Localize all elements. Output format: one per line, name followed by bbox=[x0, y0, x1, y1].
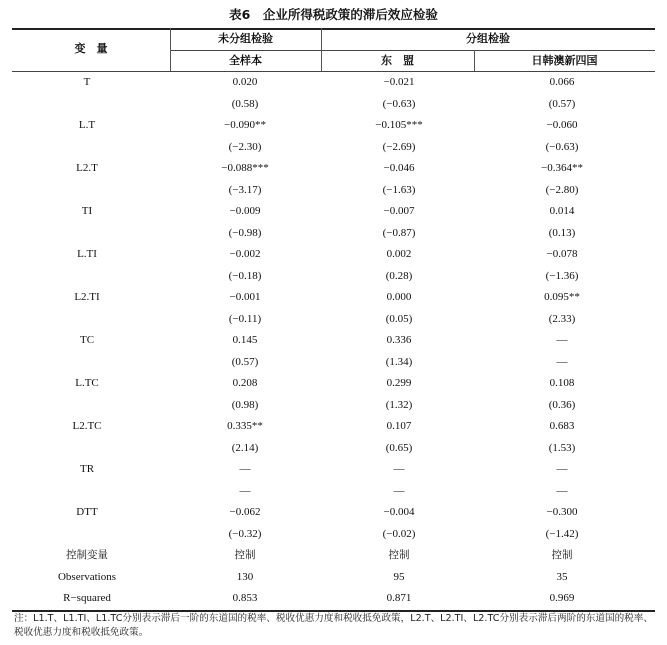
value-full-sample: (2.14) bbox=[231, 441, 259, 454]
value-full-sample: — bbox=[239, 463, 251, 475]
value-full-sample: (−0.11) bbox=[228, 312, 262, 325]
value-jkan: (1.53) bbox=[548, 441, 576, 454]
table-row bbox=[12, 395, 655, 417]
value-jkan: −0.300 bbox=[546, 506, 578, 518]
value-full-sample: (−2.30) bbox=[228, 140, 262, 153]
value-full-sample: −0.088*** bbox=[221, 162, 269, 174]
row-label bbox=[12, 481, 162, 503]
table-row bbox=[12, 524, 655, 546]
value-full-sample: 130 bbox=[236, 570, 254, 583]
table-row bbox=[12, 309, 655, 331]
row-label: 控制变量 bbox=[66, 549, 108, 561]
value-full-sample: (0.57) bbox=[231, 355, 259, 368]
value-jkan: — bbox=[556, 463, 568, 475]
value-jkan: −0.060 bbox=[546, 119, 578, 131]
row-label: L.TI bbox=[77, 248, 97, 260]
row-label: TI bbox=[81, 205, 93, 217]
value-asean: 控制 bbox=[388, 549, 410, 561]
value-full-sample: −0.062 bbox=[229, 506, 261, 518]
row-label bbox=[12, 309, 162, 331]
value-full-sample: 0.208 bbox=[232, 377, 258, 389]
table-title: 表6 企业所得税政策的滞后效应检验 bbox=[229, 7, 438, 22]
value-jkan: (2.33) bbox=[548, 312, 576, 325]
value-asean: (0.05) bbox=[385, 312, 413, 325]
table-row bbox=[12, 588, 655, 610]
value-asean: (−0.63) bbox=[382, 97, 416, 110]
table-row bbox=[12, 373, 655, 395]
value-asean: 0.299 bbox=[386, 377, 412, 389]
value-asean: (1.34) bbox=[385, 355, 413, 368]
value-jkan: — bbox=[556, 355, 568, 368]
row-label bbox=[12, 223, 162, 245]
table-row bbox=[12, 94, 655, 116]
value-asean: −0.046 bbox=[383, 162, 415, 174]
value-jkan: — bbox=[556, 334, 568, 346]
table-row bbox=[12, 416, 655, 438]
value-full-sample: (−0.32) bbox=[228, 527, 262, 540]
table-row bbox=[12, 545, 655, 567]
header-group-grouped: 分组检验 bbox=[466, 32, 510, 45]
row-label: TC bbox=[79, 334, 95, 346]
value-full-sample: −0.009 bbox=[229, 205, 261, 217]
value-full-sample: −0.001 bbox=[229, 291, 261, 303]
value-asean: — bbox=[393, 463, 405, 475]
table-row bbox=[12, 352, 655, 374]
table-row bbox=[12, 137, 655, 159]
value-jkan: 0.683 bbox=[549, 420, 575, 432]
row-label: R−squared bbox=[63, 592, 111, 604]
table-row bbox=[12, 330, 655, 352]
value-asean: (1.32) bbox=[385, 398, 413, 411]
value-jkan: (0.57) bbox=[548, 97, 576, 110]
value-full-sample: 0.020 bbox=[232, 76, 258, 88]
value-jkan: −0.078 bbox=[546, 248, 578, 260]
value-jkan: 35 bbox=[556, 570, 568, 583]
value-jkan: 0.014 bbox=[549, 205, 575, 217]
value-jkan: (0.36) bbox=[548, 398, 576, 411]
value-asean: (−0.87) bbox=[382, 226, 416, 239]
header-group-ungrouped: 未分组检验 bbox=[218, 32, 273, 45]
row-label: L.TC bbox=[75, 377, 99, 389]
table-row bbox=[12, 567, 655, 589]
row-label bbox=[12, 352, 162, 374]
value-asean: (−0.02) bbox=[382, 527, 416, 540]
value-jkan: (−1.36) bbox=[545, 269, 579, 282]
row-label bbox=[12, 180, 162, 202]
value-full-sample: (−3.17) bbox=[228, 183, 262, 196]
row-label bbox=[12, 94, 162, 116]
value-full-sample: −0.002 bbox=[229, 248, 261, 260]
table-row bbox=[12, 115, 655, 137]
value-asean: 0.000 bbox=[386, 291, 412, 303]
value-asean: (−1.63) bbox=[382, 183, 416, 196]
value-jkan: 0.095** bbox=[544, 291, 580, 303]
value-full-sample: 0.853 bbox=[232, 592, 258, 604]
group-rule bbox=[170, 50, 655, 51]
value-asean: (0.65) bbox=[385, 441, 413, 454]
header-col-jkan: 日韩澳新四国 bbox=[531, 54, 598, 67]
value-jkan: (0.13) bbox=[548, 226, 576, 239]
value-asean: −0.007 bbox=[383, 205, 415, 217]
table-row bbox=[12, 481, 655, 503]
row-label: L2.TC bbox=[72, 420, 102, 432]
header-variable: 变 量 bbox=[74, 42, 108, 55]
value-full-sample: (−0.98) bbox=[228, 226, 262, 239]
value-full-sample: (−0.18) bbox=[228, 269, 262, 282]
row-label bbox=[12, 137, 162, 159]
value-jkan: −0.364** bbox=[541, 162, 583, 174]
row-label bbox=[12, 395, 162, 417]
value-full-sample: 0.335** bbox=[227, 420, 263, 432]
value-jkan: — bbox=[556, 484, 568, 497]
value-jkan: (−0.63) bbox=[545, 140, 579, 153]
value-jkan: 0.066 bbox=[549, 76, 575, 88]
value-asean: — bbox=[393, 484, 405, 497]
table-row bbox=[12, 266, 655, 288]
value-jkan: 0.108 bbox=[549, 377, 575, 389]
value-full-sample: (0.58) bbox=[231, 97, 259, 110]
table-row bbox=[12, 201, 655, 223]
header-col-asean: 东 盟 bbox=[381, 54, 414, 67]
row-label: L.T bbox=[78, 119, 96, 131]
table-row bbox=[12, 223, 655, 245]
value-full-sample: — bbox=[239, 484, 251, 497]
table-row bbox=[12, 459, 655, 481]
value-asean: −0.105*** bbox=[375, 119, 423, 131]
value-asean: −0.004 bbox=[383, 506, 415, 518]
value-jkan: (−1.42) bbox=[545, 527, 579, 540]
value-asean: 0.002 bbox=[386, 248, 412, 260]
value-full-sample: 0.145 bbox=[232, 334, 258, 346]
table-row bbox=[12, 287, 655, 309]
row-label bbox=[12, 438, 162, 460]
value-asean: −0.021 bbox=[383, 76, 415, 88]
table-note: 注：L1.T、L1.TI、L1.TC分别表示滞后一阶的东道国的税率、税收优惠力度和税收抵免政策，L2.T、L2.TI、L2.TC分别表示滞后两阶的东道国的税率、税收优惠力度和税收抵免政策。 bbox=[14, 613, 653, 638]
row-label: Observations bbox=[57, 570, 117, 583]
table-row bbox=[12, 502, 655, 524]
row-label: L2.TI bbox=[74, 291, 100, 303]
row-label bbox=[12, 524, 162, 546]
value-asean: 0.336 bbox=[386, 334, 412, 346]
row-label bbox=[12, 266, 162, 288]
value-asean: 0.871 bbox=[386, 592, 412, 604]
value-full-sample: −0.090** bbox=[224, 119, 266, 131]
header-col-full-sample: 全样本 bbox=[229, 54, 262, 67]
value-jkan: 控制 bbox=[551, 549, 573, 561]
value-asean: 0.107 bbox=[386, 420, 412, 432]
table-row bbox=[12, 438, 655, 460]
value-jkan: (−2.80) bbox=[545, 183, 579, 196]
row-label: DTT bbox=[76, 506, 98, 518]
table-row bbox=[12, 180, 655, 202]
row-label: L2.T bbox=[76, 162, 98, 174]
row-label: T bbox=[83, 76, 91, 88]
value-asean: (−2.69) bbox=[382, 140, 416, 153]
value-jkan: 0.969 bbox=[549, 592, 575, 604]
value-asean: (0.28) bbox=[385, 269, 413, 282]
table-row bbox=[12, 72, 655, 94]
value-full-sample: 控制 bbox=[234, 549, 256, 561]
table-row bbox=[12, 158, 655, 180]
row-label: TR bbox=[79, 463, 95, 475]
value-full-sample: (0.98) bbox=[231, 398, 259, 411]
table-row bbox=[12, 244, 655, 266]
top-rule bbox=[12, 28, 655, 30]
value-asean: 95 bbox=[393, 570, 405, 583]
